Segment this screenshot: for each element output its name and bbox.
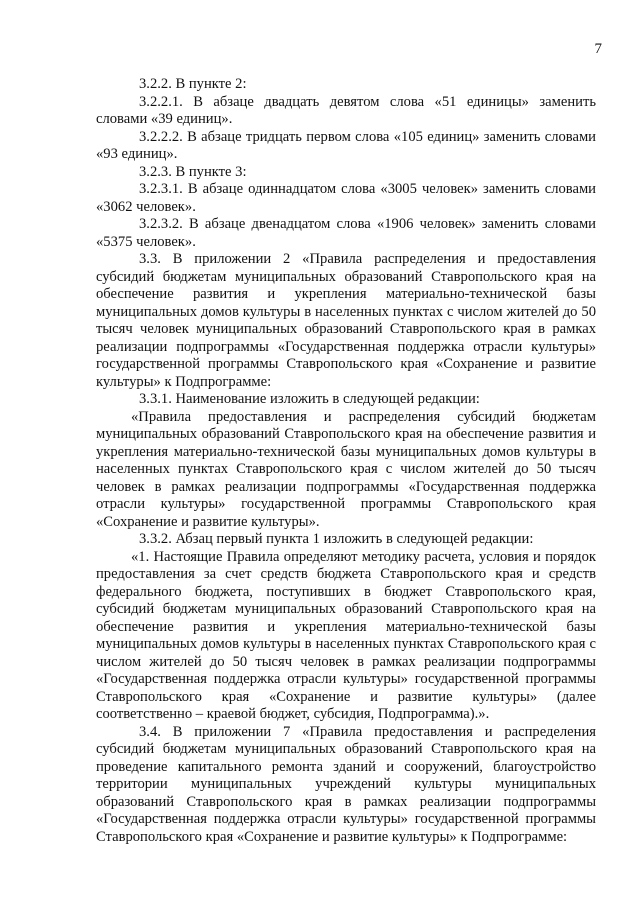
paragraph-3-3-1: 3.3.1. Наименование изложить в следующей редакции: — [139, 391, 480, 407]
paragraph-3-2-3-1: 3.2.3.1. В абзаце одиннадцатом слова «3005 человек» заменить словами «3062 человек». — [96, 181, 596, 215]
paragraph-3-3: 3.3. В приложении 2 «Правила распределения и предоставления субсидий бюджетам муниципальных образований Ставропольского края на обеспечение развития и укрепления материально-технической базы муниципальных домов культуры в населенных пунктах с числом жителей до 50 тысяч человек муниципальных образований Ставропольского края в рамках реализации подпрограммы «Государственная поддержка отрасли культуры» государственной программы Ставропольского края «Сохранение и развитие культуры» к Подпрограмме: — [96, 251, 596, 390]
paragraph-3-2-2: 3.2.2. В пункте 2: — [139, 76, 247, 92]
paragraph-3-2-2-2: 3.2.2.2. В абзаце тридцать первом слова «105 единиц» заменить словами «93 единиц». — [96, 128, 596, 162]
paragraph-3-3-2: 3.3.2. Абзац первый пункта 1 изложить в следующей редакции: — [139, 531, 534, 547]
paragraph-3-2-3: 3.2.3. В пункте 3: — [139, 163, 247, 180]
paragraph-3-2-2-1: 3.2.2.1. В абзаце двадцать девятом слова «51 единицы» заменить словами «39 единиц». — [96, 93, 596, 127]
paragraph-quoted-title: «Правила предоставления и распределения субсидий бюджетам муниципальных образований Ставропольского края на обеспечение развития и укрепления материально-технической базы муниципальных домов культуры в населенных пунктах Ставропольского края с числом жителей до 50 тысяч человек в рамках реализации подпрограммы «Государственная поддержка отрасли культуры» государственной программы Ставропольского края «Сохранение и развитие культуры». — [96, 408, 596, 530]
document-body — [96, 76, 596, 846]
page-number: 7 — [594, 41, 602, 57]
paragraph-quoted-clause-1: «1. Настоящие Правила определяют методику расчета, условия и порядок предоставления за счет средств бюджета Ставропольского края и средств федерального бюджета, поступивших в бюджет Ставропольского края, субсидий бюджетам муниципальных образований Ставропольского края на обеспечение развития и укрепления материально-технической базы муниципальных домов культуры в населенных пунктах Ставропольского края с числом жителей до 50 тысяч человек в рамках реализации подпрограммы «Государственная поддержка отрасли культуры» государственной программы Ставропольского края «Сохранение и развитие культуры» (далее соответственно – краевой бюджет, субсидия, Подпрограмма).». — [96, 548, 596, 722]
paragraph-3-2-3-2: 3.2.3.2. В абзаце двенадцатом слова «1906 человек» заменить словами «5375 человек». — [96, 216, 596, 250]
paragraph-3-4: 3.4. В приложении 7 «Правила предоставления и распределения субсидий бюджетам муниципальных образований Ставропольского края на проведение капитального ремонта зданий и сооружений, благоустройство территории муниципальных учреждений культуры муниципальных образований Ставропольского края в рамках реализации подпрограммы «Государственная поддержка отрасли культуры» государственной программы Ставропольского края «Сохранение и развитие культуры» к Подпрограмме: — [96, 723, 596, 845]
